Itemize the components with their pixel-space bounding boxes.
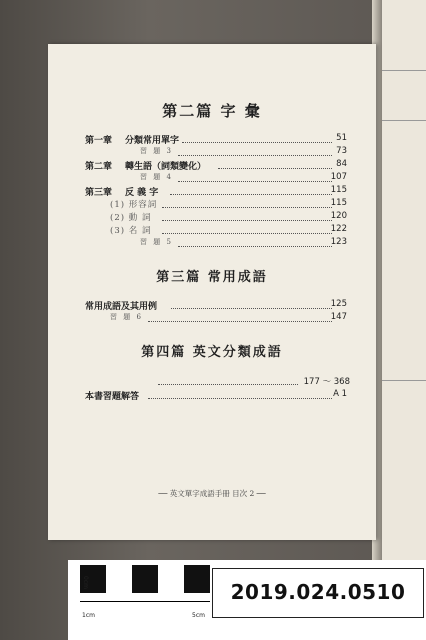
- toc-row-answers: [48, 389, 376, 403]
- facing-rule: [382, 70, 426, 71]
- leader-dots: [178, 237, 332, 247]
- section-title-part3: 第三篇 常用成語: [156, 270, 268, 285]
- facing-page: [382, 0, 426, 560]
- checker-square: [158, 565, 184, 593]
- exercise-label: 習 題 4: [140, 173, 173, 181]
- toc-row-ch1: [48, 133, 376, 147]
- page-number: 84: [336, 159, 347, 169]
- toc-row-range: [48, 375, 376, 389]
- checker-square: [132, 565, 158, 593]
- leader-dots: [162, 224, 332, 234]
- toc-row-ch2: [48, 159, 376, 173]
- page-number: 107: [330, 172, 347, 182]
- section-entry-title: 常用成語及其用例: [85, 302, 158, 312]
- exercise-label: 習 題 6: [110, 313, 143, 321]
- accession-number: 2019.024.0510: [212, 568, 424, 618]
- page-number: 120: [330, 211, 347, 221]
- leader-dots: [178, 146, 332, 156]
- page-range: 177 ～ 368: [303, 377, 350, 387]
- page-footer: ── 英文單字成語手冊 目次 2 ──: [158, 489, 266, 498]
- leader-dots: [162, 198, 332, 208]
- chapter-label: 第二章: [85, 162, 113, 172]
- chapter-title: 轉生語（詞類變化）: [125, 162, 207, 172]
- facing-rule: [382, 120, 426, 121]
- subsection-label: (1) 形容詞: [110, 200, 158, 210]
- checker-square: [184, 565, 210, 593]
- leader-dots: [218, 159, 332, 169]
- ruler-label: 0cm: [82, 576, 89, 589]
- scale-ruler: [80, 576, 210, 622]
- toc-row-sub1: [48, 198, 376, 212]
- toc-page: [48, 44, 376, 540]
- page-number: 115: [330, 198, 347, 208]
- chapter-title: 反 義 字: [125, 188, 159, 198]
- leader-dots: [148, 389, 332, 399]
- page-number: 122: [330, 224, 347, 234]
- chapter-label: 第三章: [85, 188, 113, 198]
- exercise-label: 習 題 5: [140, 238, 173, 246]
- toc-row-ex3: [48, 146, 376, 160]
- page-number: 115: [330, 185, 347, 195]
- chapter-label: 第一章: [85, 136, 113, 146]
- section-entry-title: 本書習題解答: [85, 392, 140, 402]
- subsection-label: (3) 名 詞: [110, 226, 152, 236]
- facing-rule: [382, 380, 426, 381]
- toc-row-sub2: [48, 211, 376, 225]
- toc-row-ex4: [48, 172, 376, 186]
- page-number: 73: [336, 146, 347, 156]
- leader-dots: [182, 133, 332, 143]
- leader-dots: [170, 185, 332, 195]
- leader-dots: [178, 172, 332, 182]
- page-number: 125: [330, 299, 347, 309]
- ruler-label: 1cm: [82, 612, 95, 619]
- exercise-label: 習 題 3: [140, 147, 173, 155]
- page-number: 51: [336, 133, 347, 143]
- section-title-part4: 第四篇 英文分類成語: [141, 345, 283, 360]
- chapter-title: 分類常用單字: [125, 136, 180, 146]
- subsection-label: (2) 動 詞: [110, 213, 152, 223]
- toc-row-idioms: [48, 299, 376, 313]
- leader-dots: [148, 312, 332, 322]
- checker-square: [106, 565, 132, 593]
- toc-row-sub3: [48, 224, 376, 238]
- page-number: 123: [330, 237, 347, 247]
- section-title-part2: 第二篇 字 彙: [162, 102, 262, 120]
- toc-row-ch3: [48, 185, 376, 199]
- toc-row-ex5: [48, 237, 376, 251]
- ruler-label: 5cm: [192, 612, 205, 619]
- page-number: A 1: [333, 389, 347, 399]
- leader-dots: [171, 299, 332, 309]
- leader-dots: [158, 375, 298, 385]
- leader-dots: [162, 211, 332, 221]
- toc-row-ex6: [48, 312, 376, 326]
- page-number: 147: [330, 312, 347, 322]
